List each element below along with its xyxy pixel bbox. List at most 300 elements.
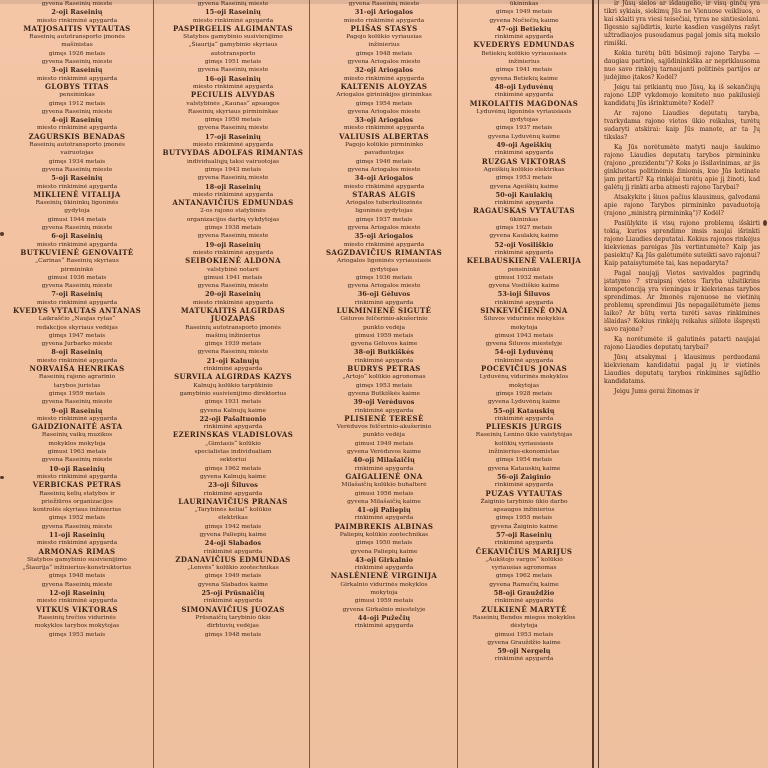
candidate-entry	[460, 548, 588, 589]
candidate-name: VERBICKAS PETRAS	[32, 480, 122, 490]
candidate-info-line: gyvena Betiekių kaime	[490, 75, 558, 82]
candidate-info-line: gyvena Raseinių mieste	[197, 233, 269, 240]
candidate-info-line: gimęs 1962 metais	[495, 573, 553, 580]
candidate-entry	[158, 498, 308, 539]
candidate-entry	[158, 183, 308, 200]
candidate-info-line: rinkiminė apygarda	[203, 598, 263, 605]
candidate-info-line: Paliepių kolūkio zootechnikas	[339, 532, 429, 538]
candidate-name: RUZGAS VIKTORAS	[481, 156, 567, 166]
print-speck	[0, 232, 4, 236]
candidate-name: SURVILA ALGIRDAS KAZYS	[174, 372, 292, 382]
candidate-info-line: „Šiaurija“ inžinierius-konstruktorius	[22, 565, 132, 572]
district-heading: 11-oji Raseinių	[49, 531, 105, 539]
candidate-info-line: Milašaičių kolūkio buhalterė	[341, 482, 427, 489]
district-heading: 59-oji Nergelų	[497, 647, 551, 656]
candidate-name: PAIMBREKIS ALBINAS	[334, 521, 434, 531]
candidate-info-line: pirmininkė	[60, 266, 94, 273]
candidate-entry	[6, 423, 148, 464]
column-rule	[153, 0, 154, 768]
candidate-info-line: gyvena Ramučių kaime	[489, 581, 559, 588]
candidate-name: LAURINAVIČIUS PRANAS	[178, 496, 288, 506]
candidate-info-line: rinkiminė apygarda	[354, 407, 414, 414]
candidate-info-line: gyvena Paliepių kaime	[350, 548, 418, 555]
candidate-name: KVEDYS VYTAUTAS ANTANAS	[12, 305, 142, 315]
candidate-info-line: gyvena Vosiliškio kaime	[488, 283, 560, 290]
candidate-info-line: gyvena Butkiškės kaime	[347, 390, 421, 397]
candidate-info-line: gimusi 1932 metais	[494, 274, 554, 281]
candidate-info-line: miesto rinkiminė apygarda	[36, 598, 118, 605]
candidate-info-line: Kalnujų kolūkio tarpūkinio	[193, 382, 273, 389]
candidate-entry	[158, 149, 308, 182]
candidate-info-line: „Lenvės“ kolūkio zootechnikas	[187, 565, 279, 572]
candidate-info-line: gyvena Kalnujų kaime	[199, 407, 266, 414]
candidate-info-line: gyvena Ageiškių kaime	[489, 183, 559, 190]
candidate-entry	[6, 606, 148, 639]
candidate-info-line: gyvena Katauskių kaime	[487, 465, 561, 472]
candidate-info-line: gydytojas	[509, 117, 539, 124]
candidate-info-line: gyvena Žaiginio kaime	[490, 523, 558, 530]
candidate-name: PLIESKIS JURGIS	[485, 422, 563, 432]
questionnaire-paragraph: Jūsų atsakymai į klausimus perduodami kiekvienam kandidatui pagal jų ir vietinės Liaudies deputatų tarybos rinkimines sąjūdžio kandidatams.	[604, 354, 760, 385]
candidate-info-line: priežiūros organizacijos	[41, 498, 113, 505]
candidate-info-line: Raseinių trečios vidurinės	[38, 614, 116, 621]
candidate-info-line: gimęs 1949 metais	[204, 573, 262, 580]
candidate-info-line: ūkininkas	[509, 1, 539, 7]
candidate-info-line: gyvena Raseinių mieste	[41, 108, 113, 115]
candidate-info-line: Raseinių autotransporto įmonės	[185, 324, 281, 331]
candidate-info-line: rinkiminė apygarda	[354, 515, 414, 522]
candidate-info-line: Verėduvos felčerinio-akušerinio	[336, 424, 432, 431]
candidate-info-line: vairuotojas	[60, 150, 94, 157]
candidate-info-line: gyvena Ariogalos mieste	[347, 166, 421, 173]
questionnaire-paragraph: Pagal naująjį Vietos savivaldos pagrindų įstatymo 7 straipsnį vietos Taryba užsitikrins kompetenciją yra vieningas ir kiekvienas tarybos sprendimas. Ar žmonės rajonuose ne vietinių problemų sprendimui Jūs nepagailėtumėte jiems laiko? Ar būtų verta turėti savas rinkimines išlaidas? Kokius rinkėjų reikalus siūlote išspręsti savo rajone?	[604, 270, 760, 333]
candidate-info-line: rinkiminė apygarda	[494, 540, 554, 547]
candidate-info-line: gimusi 1959 metais	[354, 332, 414, 339]
candidate-info-line: miesto rinkiminė apygarda	[36, 299, 118, 306]
candidate-entry	[158, 290, 308, 307]
candidate-info-line: gimęs 1953 metais	[48, 631, 106, 638]
candidate-entry	[158, 481, 308, 498]
candidate-entry	[6, 83, 148, 116]
candidate-entry	[6, 290, 148, 307]
candidate-info-line: gimęs 1912 metais	[48, 100, 106, 107]
candidate-info-line: Ariogalos tuberkuliozinės	[345, 200, 423, 207]
candidate-info-line: gyvena Kalnujų kaime	[199, 473, 266, 480]
candidate-info-line: gyvena Raseinių mieste	[348, 1, 420, 7]
candidate-column-4	[460, 0, 588, 768]
candidate-info-line: gyvena Gėluvos kaime	[350, 341, 418, 348]
candidate-info-line: gimusi 1943 metais	[494, 332, 554, 339]
candidate-info-line: kontrolės skyriaus inžinierius	[32, 507, 122, 514]
district-heading: 35-oji Ariogalos	[354, 232, 414, 241]
candidate-info-line: Ageiškių kolūkio elektrikas	[483, 166, 565, 173]
candidate-name: PECIULIS ALVYDAS	[190, 90, 276, 100]
candidate-info-line: gimusi 1949 metais	[354, 440, 414, 447]
candidate-entry	[6, 191, 148, 232]
print-speck	[0, 476, 4, 479]
candidate-entry	[6, 481, 148, 531]
candidate-info-line: gyvena Grauždžio kaime	[487, 639, 561, 646]
candidate-info-line: mokytoja	[510, 324, 538, 331]
district-heading: 17-oji Raseinių	[205, 132, 261, 141]
candidate-entry	[158, 199, 308, 240]
candidate-entry	[312, 191, 456, 232]
candidate-info-line: rinkiminė apygarda	[494, 92, 554, 99]
candidate-info-line: gimusi 1944 metais	[47, 216, 107, 223]
candidate-entry	[312, 8, 456, 25]
candidate-info-line: gimusi 1936 metais	[47, 274, 107, 281]
candidate-info-line: Girkalnio vidurinės mokyklos	[340, 581, 428, 588]
questionnaire-paragraph: Jeigu tai prikiantų nuo Jūsų, ką iš sekančiųjų rajono LDP vykdomojo komiteto nuo pakilusieji kandidatų Jūs išrinktumėte? Kodėl?	[604, 84, 760, 107]
candidate-info-line: „Aukštojo vargos“ kolūkio	[485, 556, 563, 563]
candidate-info-line: dirbtuvių vedėjas	[207, 623, 259, 630]
candidate-info-line: gimęs 1954 metais	[355, 100, 413, 107]
candidate-info-line: gimęs 1950 metais	[355, 540, 413, 547]
candidate-entry	[460, 307, 588, 348]
candidate-info-line: miesto rinkiminė apygarda	[192, 142, 274, 149]
candidate-info-line: gyvena Lyduvėnų kaime	[487, 399, 561, 406]
questionnaire-paragraph: Ką Jūs norėtumėte matyti naujo šaukimo rajono Liaudies deputatų tarybos pirmininku (rajono „prezidentu“)? Koks jo išsilavinimas, ar jis ginkluotas politinėmis žiniomis, kuo Jūs ketinate jam pritarti? Ką rinkėjai turėtų apie jį žinoti, kad galėtų jį rinkti arba atmesti rajono Tarybai?	[604, 144, 760, 191]
candidate-info-line: miesto rinkiminė apygarda	[192, 191, 274, 198]
column-rule	[457, 0, 458, 768]
district-heading: 43-oji Girkalnio	[355, 555, 413, 564]
candidate-info-line: miesto rinkiminė apygarda	[36, 473, 118, 480]
district-heading: 52-oji Vosiliškio	[494, 240, 554, 249]
candidate-info-line: gimęs 1955 metais	[495, 515, 553, 522]
candidate-info-line: inžinierius	[508, 59, 540, 66]
print-speck	[763, 220, 767, 226]
candidate-entry	[312, 249, 456, 290]
candidate-entry	[460, 158, 588, 191]
candidate-info-line: miesto rinkiminė apygarda	[192, 83, 274, 90]
candidate-info-line: mokytoja	[370, 590, 398, 597]
candidate-info-line: gimęs 1953 metais	[355, 382, 413, 389]
district-heading: 34-oji Ariogalos	[354, 174, 414, 183]
candidate-info-line: gyvena Slabados kaime	[197, 581, 269, 588]
candidate-info-line: punkto vedėja	[362, 324, 406, 331]
candidate-info-line: valstybinės „Kaunas“ apsaugos	[186, 100, 280, 107]
candidate-entry	[460, 290, 588, 307]
candidate-info-line: gyvena Ariogalos mieste	[347, 108, 421, 115]
candidate-info-line: Žaiginio tarybinio ūkio darbo	[480, 498, 568, 505]
candidate-info-line: rinkiminė apygarda	[494, 357, 554, 364]
candidate-info-line: pavaduotojas	[364, 150, 404, 157]
candidate-info-line: rinkiminė apygarda	[203, 424, 263, 431]
candidate-name: MATUKAITIS ALGIRDAS JUOZAPAS	[180, 305, 286, 324]
candidate-info-line: gyvena Raseinių mieste	[41, 166, 113, 173]
candidate-entry	[460, 141, 588, 158]
district-heading: 49-oji Ageiškių	[496, 141, 552, 150]
candidate-entry	[460, 407, 588, 424]
candidate-info-line: Raseinių autotransporto įmonės	[29, 34, 125, 41]
district-heading: 41-oji Paliepių	[357, 506, 411, 515]
candidate-entry	[158, 357, 308, 374]
candidate-entry	[158, 75, 308, 92]
district-heading: 20-oji Raseinių	[205, 290, 261, 299]
double-column-rule	[598, 0, 599, 768]
candidate-info-line: rinkiminė apygarda	[203, 548, 263, 555]
candidate-info-line: miesto rinkiminė apygarda	[36, 183, 118, 190]
district-heading: 23-oji Šiluvos	[208, 481, 258, 490]
candidate-info-line: gyvena Raseinių mieste	[41, 59, 113, 66]
district-heading: 4-oji Raseinių	[51, 116, 103, 125]
candidate-info-line: rinkiminė apygarda	[354, 299, 414, 306]
candidate-info-line: Raseinių rajono agrarinio	[38, 374, 116, 381]
candidate-info-line: mokytojas	[508, 382, 540, 389]
candidate-entry	[6, 407, 148, 424]
candidate-info-line: miesto rinkiminė apygarda	[192, 17, 274, 24]
candidate-info-line: dėstytoja	[510, 623, 538, 630]
candidate-info-line: gyvena Raseinių mieste	[41, 457, 113, 464]
district-heading: 58-oji Grauždžio	[493, 589, 555, 598]
candidate-entry	[312, 572, 456, 613]
candidate-name: VALIUSIS ALBERTAS	[339, 131, 429, 141]
candidate-name: STARAS ALGIS	[352, 189, 416, 199]
candidate-info-line: gydytoja	[64, 208, 90, 215]
candidate-info-line: Prūsnaičių tarybinio ūkio	[195, 614, 271, 621]
district-heading: 53-ioji Šiluvos	[497, 290, 551, 299]
candidate-entry	[460, 257, 588, 290]
candidate-info-line: rinkiminė apygarda	[354, 465, 414, 472]
candidate-info-line: Ariogalos ligoninės vyriausiasis	[336, 258, 432, 265]
candidate-info-line: Ariogalos girininkijos girininkas	[336, 92, 432, 99]
candidate-info-line: miesto rinkiminė apygarda	[343, 125, 425, 132]
candidate-info-line: Pagojo kolūkio vyriausias	[346, 34, 422, 41]
candidate-entry	[6, 25, 148, 66]
candidate-name: EZERINSKAS VLADISLOVAS	[172, 430, 294, 440]
candidate-info-line: gydytojas	[369, 266, 399, 273]
candidate-entry	[158, 241, 308, 258]
candidate-entry	[460, 423, 588, 473]
candidate-info-line: inžinierius-ekonomistas	[488, 449, 560, 456]
candidate-info-line: Pagojo kolūkio pirmininko	[345, 142, 423, 149]
candidate-entry	[158, 373, 308, 414]
district-heading: 25-oji Prūsnaičių	[201, 589, 265, 598]
candidate-info-line: gimęs 1936 metais	[355, 274, 413, 281]
candidate-entry	[6, 465, 148, 482]
candidate-name: BUDRYS PETRAS	[347, 364, 421, 374]
candidate-info-line: redakcijos skyriaus vedėjas	[36, 324, 118, 331]
questionnaire-paragraph: Kokia turėtų būti būsimoji rajono Taryba — daugiau partinė, sąjūdininkiška ar nepriklausoma nuo savo rinkėjų tarnaujanti politinės partijos ar judėjimo įtakos? Kodėl?	[604, 50, 760, 81]
candidate-entry	[6, 8, 148, 25]
district-heading: 19-oji Raseinių	[205, 240, 261, 249]
candidate-entry	[6, 548, 148, 589]
candidate-info-line: gimusi 1963 metais	[47, 449, 107, 456]
candidate-info-line: gyvena Paliepių kaime	[199, 532, 267, 538]
candidate-info-line: 2-os rajono statybinės	[200, 208, 266, 215]
candidate-entry	[6, 232, 148, 249]
candidate-entry	[312, 290, 456, 307]
candidate-entry	[158, 307, 308, 357]
candidate-info-line: „Gimtasis“ kolūkio	[205, 440, 261, 447]
candidate-info-line: rinkiminė apygarda	[494, 482, 554, 489]
candidate-entry	[158, 431, 308, 481]
candidate-entry	[6, 307, 148, 348]
candidate-info-line: gimęs 1962 metais	[204, 465, 262, 472]
candidate-info-line: rinkiminė apygarda	[494, 415, 554, 422]
candidate-name: GLOBYS TITAS	[45, 81, 109, 91]
candidate-info-line: gyvena Ariogalos mieste	[347, 225, 421, 232]
candidate-info-line: Laikraščio „Naujas rytas“	[38, 316, 116, 323]
candidate-info-line: gimęs 1954 metais	[495, 457, 553, 464]
candidate-info-line: gimęs 1948 metais	[355, 50, 413, 57]
candidate-name: ZAGURSKIS BENADAS	[28, 131, 126, 141]
candidate-info-line: Šiluvos vidurinės mokyklos	[483, 316, 565, 323]
candidate-info-line: miesto rinkiminė apygarda	[36, 415, 118, 422]
district-heading: 31-oji Ariogalos	[354, 8, 414, 17]
candidate-info-line: rinkiminė apygarda	[354, 623, 414, 630]
candidate-info-line: „Artojo“ kolūkio agronomas	[342, 374, 426, 381]
candidate-info-line: rinkiminė apygarda	[203, 490, 263, 497]
candidate-info-line: Gėluvos felčerinio-akušerinio	[340, 316, 428, 323]
candidate-entry	[6, 116, 148, 133]
candidate-info-line: gyvena Nočiečių kaime	[489, 17, 559, 24]
candidate-info-line: gamybinio susivienijimo direktorius	[179, 390, 287, 397]
candidate-info-line: Lyduvėnų vidurinės mokyklos	[479, 374, 569, 381]
candidate-info-line: rinkiminė apygarda	[354, 357, 414, 364]
candidate-info-line: gimęs 1937 metais	[355, 216, 413, 223]
candidate-entry	[460, 25, 588, 42]
candidate-info-line: gyvena Ariogalos mieste	[347, 283, 421, 290]
candidate-info-line: Raseinių Bendos miegos mokyklos	[472, 614, 576, 621]
candidate-info-line: vyriausias agronomas	[491, 565, 557, 572]
candidate-info-line: gimęs 1951 metais	[204, 59, 262, 66]
district-heading: 7-oji Raseinių	[51, 290, 103, 299]
candidate-name: SINKEVIČIENĖ ONA	[480, 305, 568, 315]
candidate-entry	[312, 473, 456, 506]
district-heading: 38-oji Butkiškės	[354, 348, 414, 357]
candidate-entry	[312, 506, 456, 523]
candidate-name: GAIDZIONAITĖ ASTA	[31, 422, 123, 432]
candidate-info-line: gyvena Raseinių mieste	[197, 67, 269, 74]
district-heading: 10-oji Raseinių	[49, 464, 105, 473]
candidate-info-line: Raseinių skyriaus pirmininkas	[187, 108, 279, 115]
candidate-name: PUZAS VYTAUTAS	[485, 488, 563, 498]
candidate-name: MIKOLAITIS MAGDONAS	[469, 98, 579, 108]
candidate-info-line: gimęs 1939 metais	[204, 341, 262, 348]
candidate-name: VITKUS VIKTORAS	[36, 604, 118, 614]
district-heading: 9-oji Raseinių	[51, 406, 103, 415]
candidate-entry	[158, 257, 308, 290]
candidate-entry	[158, 8, 308, 25]
district-heading: 8-oji Raseinių	[51, 348, 103, 357]
district-heading: 57-oji Raseinių	[496, 531, 552, 539]
candidate-info-line: specialistas individualiam	[194, 449, 272, 456]
candidate-info-line: miesto rinkiminė apygarda	[36, 357, 118, 364]
district-heading: 44-oji Pužečių	[357, 613, 411, 622]
candidate-info-line: gimęs 1928 metais	[495, 390, 553, 397]
candidate-info-line: gimęs 1947 metais	[48, 332, 106, 339]
candidate-entry	[460, 589, 588, 606]
candidate-info-line: organizacijos darbų vykdytojas	[186, 216, 280, 223]
candidate-info-line: gyvena Jurbarko mieste	[41, 341, 113, 348]
candidate-info-line: Statybos gamybinio susivienijimo	[183, 34, 283, 41]
candidate-entry	[460, 490, 588, 531]
candidate-info-line: Betiekių kolūkio vyriausiasis	[481, 50, 567, 57]
candidate-info-line: rinkiminė apygarda	[494, 150, 554, 157]
questionnaire-paragraph: Ką norėtumėte iš galutinės patarti naujajai rajono Liaudies deputatų tarybai?	[604, 336, 760, 351]
candidate-info-line: Raseinių ūkininkų ligoninės	[35, 200, 119, 207]
questionnaire-column	[604, 0, 760, 768]
candidate-entry	[460, 365, 588, 406]
candidate-info-line: gimusi 1956 metais	[354, 490, 414, 497]
candidate-info-line: miesto rinkiminė apygarda	[36, 241, 118, 248]
candidate-name: POCEVIČIUS JONAS	[480, 364, 568, 374]
candidate-info-line: ligoninės gydytojas	[355, 208, 413, 215]
district-heading: 47-oji Betiekių	[496, 24, 552, 33]
candidate-info-line: individualiųjų taksi vairuotojas	[186, 158, 280, 165]
candidate-name: RAGAUSKAS VYTAUTAS	[473, 206, 575, 216]
candidate-name: MATJOSAITIS VYTAUTAS	[23, 23, 131, 33]
candidate-info-line: miesto rinkiminė apygarda	[36, 540, 118, 547]
candidate-info-line: gimusi 1941 metais	[203, 274, 263, 281]
candidate-info-line: miesto rinkiminė apygarda	[192, 299, 274, 306]
candidate-info-line: miesto rinkiminė apygarda	[343, 17, 425, 24]
candidate-info-line: gimęs 1948 metais	[204, 631, 262, 638]
candidate-info-line: gimusi 1959 metais	[354, 598, 414, 605]
candidate-info-line: gimęs 1931 metais	[204, 399, 262, 406]
candidate-name: KELBAUSKIENĖ VALERIJA	[466, 256, 582, 266]
district-heading: 50-oji Kaulakių	[495, 190, 553, 199]
candidate-info-line: rinkiminė apygarda	[354, 565, 414, 572]
candidate-entry	[312, 365, 456, 398]
candidate-info-line: gimęs 1943 metais	[204, 166, 262, 173]
candidate-info-line: gimęs 1953 metais	[495, 175, 553, 182]
candidate-info-line: gyvena Verėduvos kaime	[347, 449, 421, 456]
candidate-entry	[6, 348, 148, 365]
candidate-info-line: gimęs 1927 metais	[495, 225, 553, 232]
candidate-info-line: „Šiaurija“ gamybinio skyriaus	[188, 42, 278, 49]
candidate-info-line: Raseinių vaikų muzikos	[41, 432, 113, 439]
candidate-entry	[312, 133, 456, 174]
candidate-info-line: gimęs 1934 metais	[48, 158, 106, 165]
candidate-info-line: „Carinas“ Raseinių skyriaus	[35, 258, 119, 265]
candidate-info-line: miesto rinkiminė apygarda	[36, 17, 118, 24]
candidate-info-line: Raseinių autotransporto įmonės	[29, 142, 125, 149]
candidate-entry	[312, 232, 456, 249]
candidate-info-line: gyvena Raseinių mieste	[197, 125, 269, 132]
candidate-entry	[158, 539, 308, 556]
candidate-entry	[158, 133, 308, 150]
district-heading: 3-oji Raseinių	[51, 66, 103, 75]
candidate-name: BUTKUVIENĖ GENOVAITĖ	[20, 247, 134, 257]
candidate-info-line: punkto vedėja	[362, 432, 406, 439]
candidate-info-line: gyvena Raseinių mieste	[197, 1, 269, 7]
candidate-info-line: gimęs 1948 metais	[48, 573, 106, 580]
candidate-entry	[312, 66, 456, 83]
candidate-info-line: rinkiminė apygarda	[494, 656, 554, 663]
candidate-entry	[6, 66, 148, 83]
candidate-entry	[312, 174, 456, 191]
candidate-entry	[6, 589, 148, 606]
candidate-name: ČEKAVIČIUS MARIJUS	[475, 546, 573, 556]
candidate-info-line: gyvena Raseinių mieste	[197, 349, 269, 356]
candidate-name: SEIBOKIENĖ ALDONA	[185, 256, 281, 266]
candidate-entry	[312, 456, 456, 473]
candidate-info-line: gimęs 1942 metais	[204, 523, 262, 530]
candidate-info-line: miesto rinkiminė apygarda	[343, 183, 425, 190]
candidate-name: NORVAIŠA HENRIKAS	[29, 364, 125, 374]
district-heading: 40-oji Milašaičių	[353, 456, 415, 465]
candidate-name: KVEDERYS EDMUNDAS	[473, 40, 575, 50]
candidate-entry	[312, 25, 456, 66]
candidate-column-3	[312, 0, 456, 768]
candidate-name: SAGZDAVIČIUS RIMANTAS	[325, 247, 443, 257]
candidate-info-line: mokyklos tarybos mokytojas	[34, 623, 120, 630]
candidate-name: LUKMINIENĖ SIGUTĖ	[336, 305, 432, 315]
candidate-info-line: autotransporto	[210, 50, 256, 57]
district-heading: 6-oji Raseinių	[51, 232, 103, 241]
